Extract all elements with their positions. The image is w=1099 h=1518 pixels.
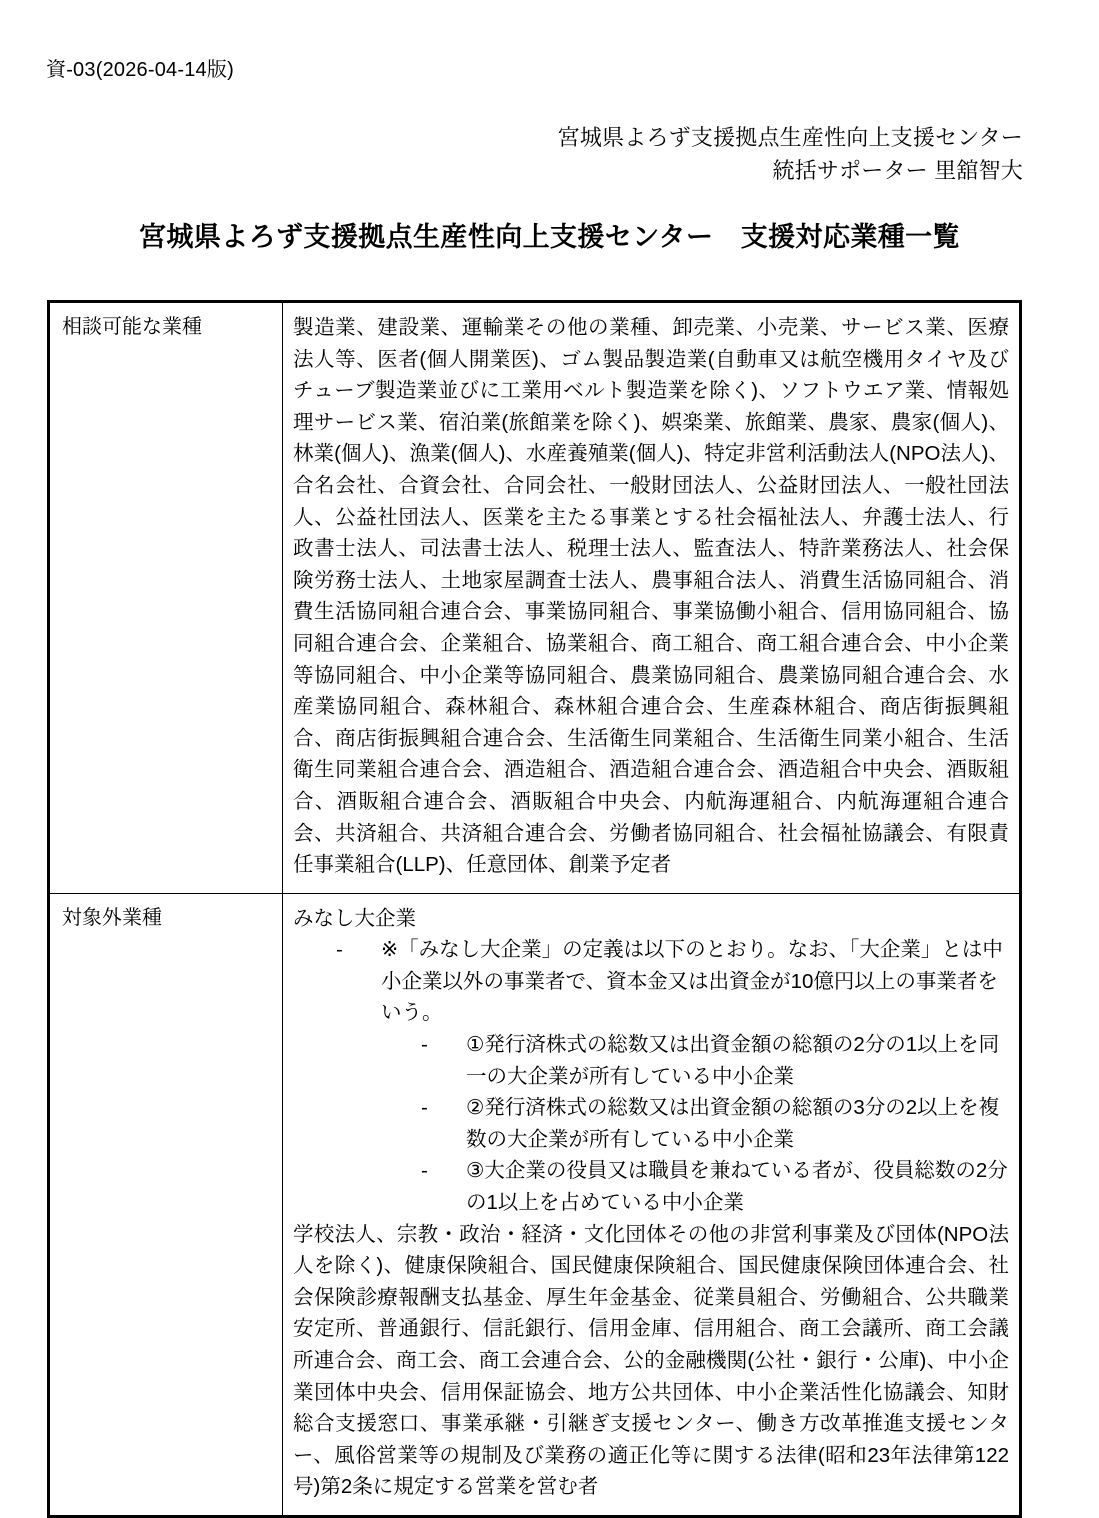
dash-bullet-icon: -	[421, 1096, 428, 1120]
excluded-condition-3	[421, 1155, 1009, 1218]
header-person: 統括サポーター 里舘智大	[772, 158, 1023, 183]
document-reference: 資-03(2026-04-14版)	[46, 59, 234, 81]
dash-bullet-icon: -	[421, 1033, 428, 1057]
header-block	[558, 121, 1023, 187]
row-body-excluded	[283, 893, 1021, 1516]
row-body-eligible	[283, 302, 1021, 894]
excluded-condition-text: ②発行済株式の総数又は出資金額の総額の3分の2以上を複数の大企業が所有している中小企業	[466, 1096, 1000, 1151]
page-title: 宮城県よろず支援拠点生産性向上支援センター 支援対応業種一覧	[139, 222, 960, 252]
excluded-entities-text: 学校法人、宗教・政治・経済・文化団体その他の非営利事業及び団体(NPO法人を除く)、健康保険組合、国民健康保険組合、国民健康保険団体連合会、社会保険診療報酬支払基金、厚生年金基金、従業員組合、労働組合、公共職業安定所、普通銀行、信託銀行、信用金庫、信用組合、商工会議所、商工会議所連合会、商工会、商工会連合会、公的金融機関(公社・銀行・公庫)、中小企業団体中央会、信用保証協会、地方公共団体、中小企業活性化協議会、知財総合支援窓口、事業承継・引継ぎ支援センター、働き方改革推進支援センター、風俗営業等の規制及び業務の適正化等に関する法律(昭和23年法律第122号)第2条に規定する営業を営む者	[293, 1222, 1009, 1499]
excluded-heading: みなし大企業	[293, 906, 416, 930]
table-row-eligible	[49, 302, 1021, 894]
row-label-eligible: 相談可能な業種	[49, 302, 283, 894]
excluded-note-bullet	[336, 934, 1009, 1029]
support-industries-table	[47, 300, 1022, 1518]
excluded-note-text: ※「みなし大企業」の定義は以下のとおり。なお、「大企業」とは中小企業以外の事業者で、資本金又は出資金が10億円以上の事業者をいう。	[381, 938, 1003, 1025]
dash-bullet-icon: -	[421, 1159, 428, 1183]
dash-bullet-icon: -	[336, 938, 343, 962]
excluded-condition-text: ①発行済株式の総数又は出資金額の総額の2分の1以上を同一の大企業が所有している中小企業	[466, 1033, 1000, 1088]
row-label-excluded: 対象外業種	[49, 893, 283, 1516]
excluded-condition-text: ③大企業の役員又は職員を兼ねている者が、役員総数の2分の1以上を占めている中小企業	[466, 1159, 1008, 1215]
excluded-condition-1	[421, 1029, 1009, 1092]
eligible-industries-text: 製造業、建設業、運輸業その他の業種、卸売業、小売業、サービス業、医療法人等、医者(個人開業医)、ゴム製品製造業(自動車又は航空機用タイヤ及びチューブ製造業並びに工業用ベルト製造業を除く)、ソフトウエア業、情報処理サービス業、宿泊業(旅館業を除く)、娯楽業、旅館業、農家、農家(個人)、林業(個人)、漁業(個人)、水産養殖業(個人)、特定非営利活動法人(NPO法人)、合名会社、合資会社、合同会社、一般財団法人、公益財団法人、一般社団法人、公益社団法人、医業を主たる事業とする社会福祉法人、弁護士法人、行政書士法人、司法書士法人、税理士法人、監査法人、特許業務法人、社会保険労務士法人、土地家屋調査士法人、農事組合法人、消費生活協同組合、消費生活協同組合連合会、事業協同組合、事業協働小組合、信用協同組合、協同組合連合会、企業組合、協業組合、商工組合、商工組合連合会、中小企業等協同組合、中小企業等協同組合、農業協同組合、農業協同組合連合会、水産業協同組合、森林組合、森林組合連合会、生産森林組合、商店街振興組合、商店街振興組合連合会、生活衛生同業組合、生活衛生同業小組合、生活衛生同業組合連合会、酒造組合、酒造組合連合会、酒造組合中央会、酒販組合、酒販組合連合会、酒販組合中央会、内航海運組合、内航海運組合連合会、共済組合、共済組合連合会、労働者協同組合、社会福祉協議会、有限責任事業組合(LLP)、任意団体、創業予定者	[293, 316, 1009, 877]
header-organization: 宮城県よろず支援拠点生産性向上支援センター	[557, 125, 1023, 150]
excluded-condition-2	[421, 1092, 1009, 1155]
table-row-excluded	[49, 893, 1021, 1516]
